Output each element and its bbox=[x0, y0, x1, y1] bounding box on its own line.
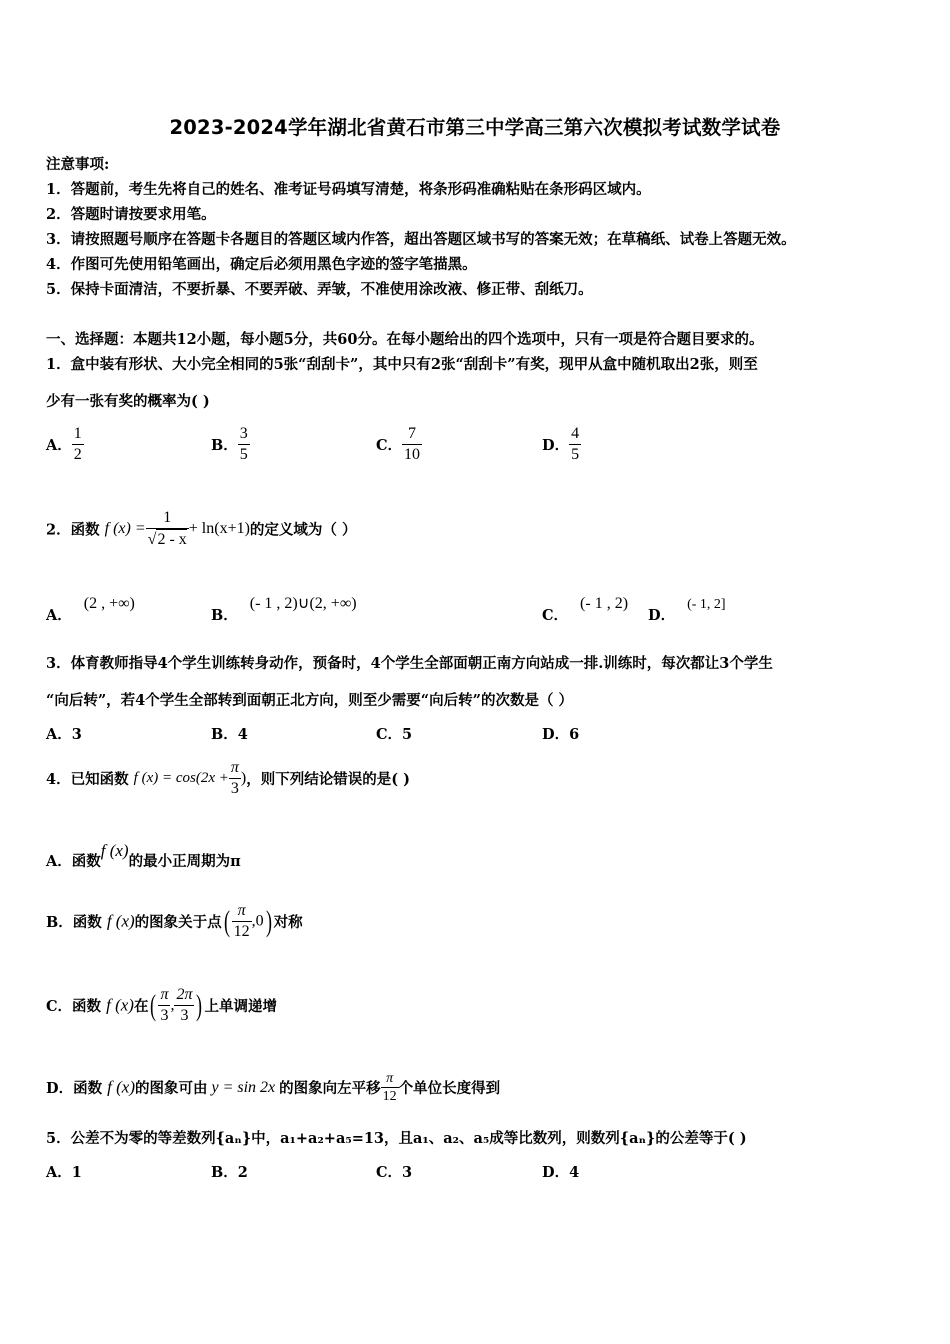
option-value: 4 bbox=[569, 1164, 580, 1181]
question-4-line bbox=[46, 758, 410, 799]
denominator: 5 bbox=[571, 446, 580, 463]
notice-item: 5．保持卡面清洁，不要折暴、不要弄破、弄皱，不准使用涂改液、修正带、刮纸刀。 bbox=[46, 281, 593, 298]
q2-option-d bbox=[648, 592, 726, 624]
function-expr: f (x) = cos(2x + bbox=[133, 770, 229, 786]
option-label: D． bbox=[542, 726, 570, 743]
option-label: D． bbox=[648, 607, 676, 624]
option-label: B．函数 bbox=[46, 914, 102, 931]
option-text: 的最小正周期为π bbox=[128, 853, 241, 870]
option-label: B． bbox=[211, 437, 238, 454]
page-title: 2023-2024学年湖北省黄石市第三中学高三第六次模拟考试数学试卷 bbox=[169, 116, 781, 139]
denominator: 3 bbox=[158, 1005, 170, 1026]
numerator: 7 bbox=[408, 425, 417, 442]
q3-option-a bbox=[46, 723, 82, 744]
function-expr: f (x) bbox=[106, 911, 135, 931]
radicand: 2 - x bbox=[157, 531, 187, 548]
q1-option-b bbox=[211, 424, 250, 465]
fraction bbox=[238, 424, 250, 465]
option-expr: (2 , +∞) bbox=[83, 595, 135, 612]
fraction bbox=[402, 424, 422, 465]
option-label: A．函数 bbox=[46, 853, 101, 870]
function-tail: + ln(x+1) bbox=[188, 520, 250, 537]
q4-option-c bbox=[46, 985, 277, 1026]
q1-option-c bbox=[376, 424, 422, 465]
q5-option-c bbox=[376, 1161, 412, 1182]
option-label: B． bbox=[211, 607, 238, 624]
q3-option-d bbox=[542, 723, 579, 744]
close-paren: ) bbox=[240, 769, 247, 787]
question-3-line: “向后转”，若4个学生全部转到面朝正北方向，则至少需要“向后转”的次数是（ ） bbox=[46, 692, 573, 709]
question-prefix: 4．已知函数 bbox=[46, 771, 129, 788]
q3-option-b bbox=[211, 723, 248, 744]
option-label: C． bbox=[542, 607, 569, 624]
fraction bbox=[232, 901, 252, 942]
option-text: 的图象可由 bbox=[134, 1080, 208, 1097]
option-label: D． bbox=[542, 437, 570, 454]
option-text: 对称 bbox=[273, 914, 303, 931]
option-label: A． bbox=[46, 1164, 72, 1181]
numerator: π bbox=[230, 759, 239, 776]
numerator: 1 bbox=[73, 425, 82, 442]
question-5-line: 5．公差不为零的等差数列{aₙ}中，a₁+a₂+a₅=13，且a₁、a₂、a₅成等比数列，则数列{aₙ}的公差等于( ) bbox=[46, 1130, 747, 1147]
numerator: π bbox=[237, 902, 246, 919]
paren-left: ( bbox=[223, 904, 230, 938]
option-label: A． bbox=[46, 726, 72, 743]
option-label: C． bbox=[376, 1164, 403, 1181]
option-label: A． bbox=[46, 607, 72, 624]
q2-option-b bbox=[211, 592, 357, 624]
fraction bbox=[381, 1070, 399, 1105]
denominator: 5 bbox=[239, 446, 248, 463]
question-2-line bbox=[46, 508, 356, 550]
option-value: 1 bbox=[71, 1164, 82, 1181]
denominator: 10 bbox=[404, 446, 421, 463]
option-text: 在 bbox=[133, 998, 149, 1015]
q3-option-c bbox=[376, 723, 412, 744]
numerator: 3 bbox=[239, 425, 248, 442]
numerator: 2π bbox=[176, 986, 193, 1003]
option-label: C． bbox=[376, 726, 403, 743]
point-coordinate: ,0 bbox=[251, 912, 264, 930]
q4-option-b bbox=[46, 901, 303, 942]
q5-option-a bbox=[46, 1161, 82, 1182]
option-label: A． bbox=[46, 437, 72, 454]
option-text: 上单调递增 bbox=[204, 998, 277, 1015]
notice-item: 3．请按照题号顺序在答题卡各题目的答题区域内作答，超出答题区域书写的答案无效；在草稿纸、试卷上答题无效。 bbox=[46, 231, 796, 248]
fraction bbox=[146, 508, 189, 550]
numerator: 4 bbox=[571, 425, 580, 442]
option-value: 6 bbox=[569, 726, 580, 743]
option-label: B． bbox=[211, 726, 238, 743]
option-expr: (- 1 , 2) bbox=[580, 595, 629, 612]
comma: , bbox=[170, 996, 175, 1014]
section-heading: 一、选择题：本题共12小题，每小题5分，共60分。在每小题给出的四个选项中，只有一项是符合题目要求的。 bbox=[46, 331, 764, 348]
function-expr: f (x) bbox=[107, 1077, 135, 1097]
q5-option-b bbox=[211, 1161, 248, 1182]
q4-option-a bbox=[46, 840, 241, 870]
question-suffix: ，则下列结论错误的是( ) bbox=[246, 771, 410, 788]
fraction bbox=[229, 758, 241, 799]
function-expr: f (x) = bbox=[104, 520, 146, 537]
fraction bbox=[158, 985, 170, 1026]
paren-right: ) bbox=[196, 988, 203, 1022]
option-label: D．函数 bbox=[46, 1080, 103, 1097]
question-3-line: 3．体育教师指导4个学生训练转身动作，预备时，4个学生全部面朝正南方向站成一排.训练时，每次都让3个学生 bbox=[46, 655, 773, 672]
sine-expr: y = sin 2x bbox=[211, 1078, 276, 1096]
option-text: 个单位长度得到 bbox=[398, 1080, 501, 1097]
denominator: 3 bbox=[229, 778, 241, 799]
q4-option-d bbox=[46, 1070, 500, 1105]
option-value: 5 bbox=[402, 726, 413, 743]
fraction bbox=[174, 985, 194, 1026]
numerator: 1 bbox=[163, 509, 172, 526]
denominator: 12 bbox=[382, 1089, 397, 1104]
option-value: 2 bbox=[237, 1164, 248, 1181]
option-label: D． bbox=[542, 1164, 570, 1181]
q2-option-c bbox=[542, 592, 629, 624]
question-1-line: 1．盒中装有形状、大小完全相同的5张“刮刮卡”，其中只有2张“刮刮卡”有奖，现甲从盒中随机取出2张，则至 bbox=[46, 356, 758, 373]
option-label: C． bbox=[376, 437, 403, 454]
q1-option-a bbox=[46, 424, 84, 465]
denominator: √2 - x bbox=[146, 528, 189, 550]
paren-left: ( bbox=[150, 988, 157, 1022]
fraction bbox=[569, 424, 581, 465]
option-text: 的图象向左平移 bbox=[279, 1080, 381, 1097]
paren-right: ) bbox=[265, 904, 272, 938]
numerator: π bbox=[386, 1071, 394, 1086]
q5-option-d bbox=[542, 1161, 579, 1182]
function-expr: f (x) bbox=[100, 841, 129, 860]
option-expr: (- 1, 2] bbox=[687, 597, 726, 612]
option-text: 的图象关于点 bbox=[134, 914, 222, 931]
function-expr: f (x) bbox=[106, 995, 134, 1015]
notice-item: 1．答题前，考生先将自己的姓名、准考证号码填写清楚，将条形码准确粘贴在条形码区域内。 bbox=[46, 181, 651, 198]
option-expr: (- 1 , 2)∪(2, +∞) bbox=[249, 595, 357, 612]
q1-option-d bbox=[542, 424, 581, 465]
question-suffix: 的定义域为（ ） bbox=[249, 521, 357, 539]
option-value: 3 bbox=[71, 726, 82, 743]
question-prefix: 2．函数 bbox=[46, 521, 100, 539]
numerator: π bbox=[160, 986, 169, 1003]
notice-item: 4．作图可先使用铅笔画出，确定后必须用黑色字迹的签字笔描黑。 bbox=[46, 256, 477, 273]
notice-heading: 注意事项: bbox=[46, 156, 110, 173]
q2-option-a bbox=[46, 592, 135, 624]
fraction bbox=[72, 424, 84, 465]
denominator: 3 bbox=[174, 1005, 194, 1026]
denominator: 2 bbox=[73, 446, 82, 463]
question-1-line: 少有一张有奖的概率为( ) bbox=[46, 393, 210, 410]
option-value: 3 bbox=[402, 1164, 413, 1181]
option-label: B． bbox=[211, 1164, 238, 1181]
notice-item: 2．答题时请按要求用笔。 bbox=[46, 206, 216, 223]
denominator: 12 bbox=[233, 923, 250, 940]
option-value: 4 bbox=[237, 726, 248, 743]
option-label: C．函数 bbox=[46, 998, 102, 1015]
